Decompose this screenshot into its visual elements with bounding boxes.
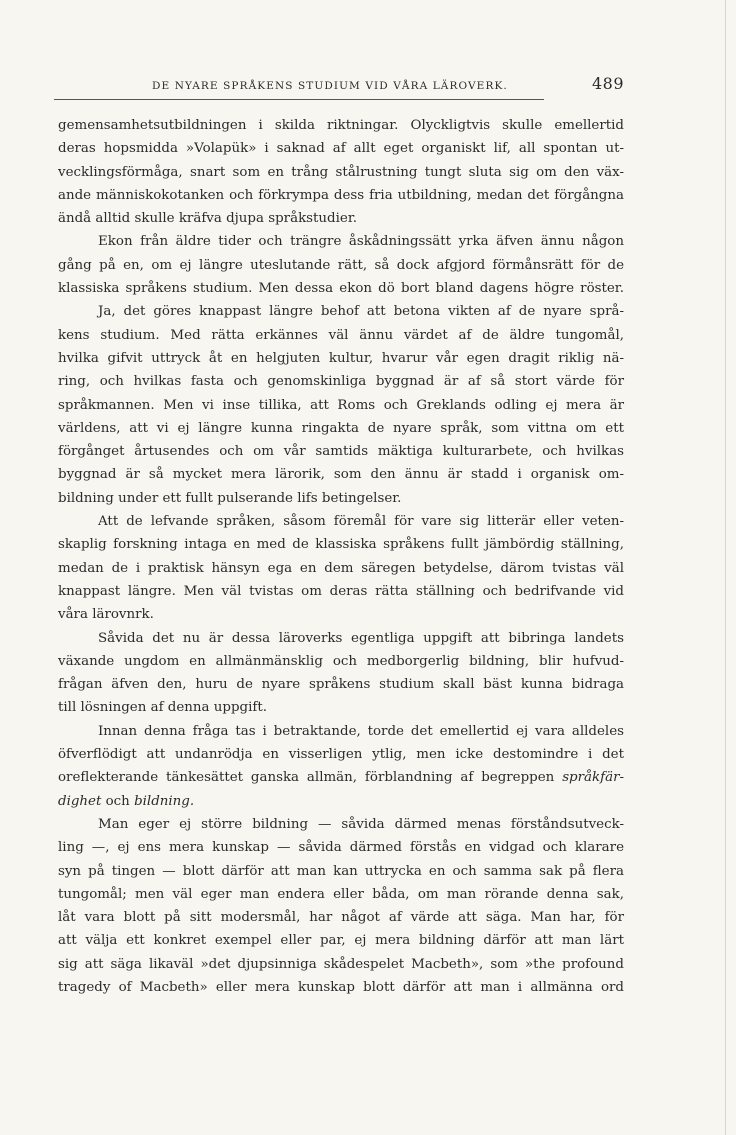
text-line: knappast längre. Men väl tvistas om deras rätta ställning och bedrifvande vid: [58, 583, 624, 599]
text-line: Ekon från äldre tider och trängre åskådningssätt yrka äfven ännu någon: [98, 234, 624, 250]
text-line: [58, 766, 624, 789]
text-line: världens, att vi ej längre kunna ringakta de nyare språk, som vittna om ett: [58, 420, 624, 436]
text-line: skaplig forskning intaga en med de klassiska språkens fullt jämbördig ställning,: [58, 537, 624, 553]
emphasis: språkfär-: [562, 770, 624, 786]
text-line: tungomål; men väl eger man endera eller båda, om man rörande denna sak,: [58, 886, 624, 902]
text-line: deras hopsmidda »Volapük» i saknad af allt eget organiskt lif, all spontan ut-: [58, 141, 624, 157]
text-line: språkmannen. Men vi inse tillika, att Roms och Greklands odling ej mera är: [58, 397, 624, 413]
text-line: ring, och hvilkas fasta och genomskinliga byggnad är af så stort värde för: [58, 374, 624, 390]
text-line: växande ungdom en allmänmänsklig och medborgerlig bildning, blir hufvud-: [58, 653, 624, 669]
text-line: öfverflödigt att undanrödja en visserligen ytlig, men icke destomindre i det: [58, 747, 624, 763]
text-line: [58, 790, 624, 813]
text-line: ande människokotanken och förkrympa dess fria utbildning, medan det förgångna: [58, 187, 624, 203]
text-line: våra lärovnrk.: [58, 607, 154, 623]
page-header: [58, 74, 624, 96]
running-title: DE NYARE SPRÅKENS STUDIUM VID VÅRA LÄROVERK.: [152, 80, 508, 92]
text-line: ändå alltid skulle kräfva djupa språkstudier.: [58, 211, 358, 227]
text-line: gemensamhetsutbildningen i skilda riktningar. Olyckligtvis skulle emellertid: [58, 118, 624, 133]
header-rule: [54, 99, 544, 100]
text-line: Ja, det göres knappast längre behof att betona vikten af de nyare språ-: [98, 304, 624, 320]
text-line: kens studium. Med rätta erkännes väl ännu värdet af de äldre tungomål,: [58, 327, 624, 343]
text-line: ling —, ej ens mera kunskap — såvida därmed förstås en vidgad och klarare: [58, 840, 624, 856]
text-line: Såvida det nu är dessa läroverks egentliga uppgift att bibringa landets: [98, 630, 624, 646]
text-line: Man eger ej större bildning — såvida därmed menas förståndsutveck-: [98, 816, 624, 832]
emphasis: dighet: [58, 793, 102, 809]
text-line: att välja ett konkret exempel eller par, ej mera bildning därför att man lärt: [58, 933, 624, 949]
text-line: gång på en, om ej längre uteslutande rätt, så dock afgjord förmånsrätt för de: [58, 257, 624, 273]
text-line: medan de i praktisk hänsyn ega en dem säregen betydelse, därom tvistas väl: [58, 560, 624, 576]
text-line: tragedy of Macbeth» eller mera kunskap blott därför att man i allmänna ord: [58, 979, 624, 995]
text-line: bildning under ett fullt pulserande lifs betingelser.: [58, 490, 402, 506]
text-line: Att de lefvande språken, såsom föremål för vare sig litterär eller veten-: [98, 514, 624, 530]
text-line: sig att säga likaväl »det djupsinniga skådespelet Macbeth», som »the profound: [58, 956, 624, 972]
text-run: och: [101, 793, 135, 809]
text-line: frågan äfven den, huru de nyare språkens studium skall bäst kunna bidraga: [58, 677, 624, 693]
text-line: klassiska språkens studium. Men dessa ekon dö bort bland dagens högre röster.: [58, 281, 624, 297]
text-line: förgånget årtusendes och om vår samtids mäktiga kulturarbete, och hvilkas: [58, 444, 624, 460]
text-line: syn på tingen — blott därför att man kan uttrycka en och samma sak på flera: [58, 863, 624, 879]
text-line: Innan denna fråga tas i betraktande, torde det emellertid ej vara alldeles: [98, 723, 624, 739]
page-edge: [725, 0, 726, 1135]
emphasis: bildning.: [134, 793, 195, 809]
page-number: 489: [591, 74, 624, 93]
text-line: byggnad är så mycket mera lärorik, som den ännu är stadd i organisk om-: [58, 467, 624, 483]
text-run: oreflekterande tänkesättet ganska allmän, förblandning af begreppen: [58, 770, 563, 786]
body-text: [58, 114, 624, 999]
text-line: låt vara blott på sitt modersmål, har något af värde att säga. Man har, för: [58, 910, 624, 926]
text-line: vecklingsförmåga, snart som en trång stålrustning tungt sluta sig om den väx-: [58, 164, 624, 180]
text-line: hvilka gifvit uttryck åt en helgjuten kultur, hvarur vår egen dragit riklig nä-: [58, 350, 624, 366]
text-line: till lösningen af denna uppgift.: [58, 700, 268, 716]
